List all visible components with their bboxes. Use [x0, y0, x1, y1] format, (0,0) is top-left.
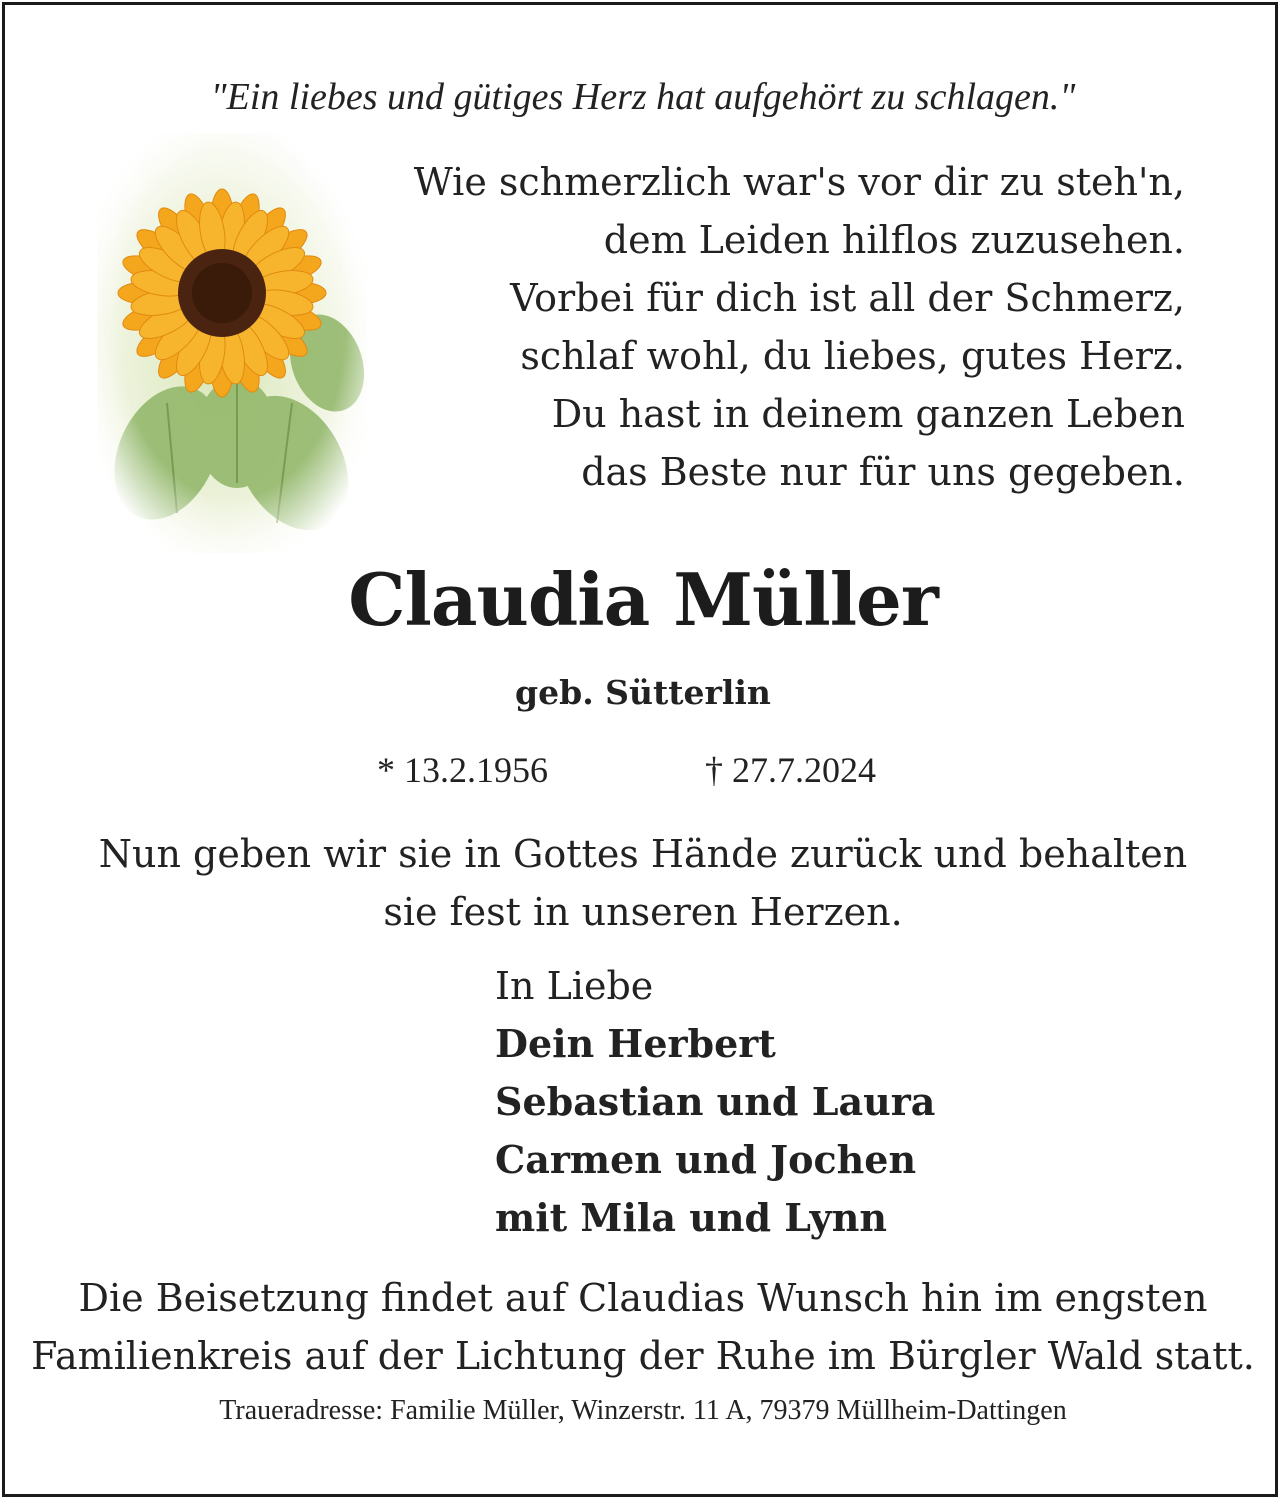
- death-date: † 27.7.2024: [705, 750, 876, 790]
- poem-line: dem Leiden hilflos zuzusehen.: [603, 218, 1185, 262]
- obituary-frame: [2, 2, 1278, 1497]
- closing-line: Nun geben wir sie in Gottes Hände zurück und behalten: [98, 832, 1188, 876]
- motto-quote: "Ein liebes und gütiges Herz hat aufgehört zu schlagen.": [210, 76, 1076, 118]
- mourner-name: Sebastian und Laura: [495, 1079, 936, 1124]
- poem-line: Vorbei für dich ist all der Schmerz,: [510, 276, 1185, 320]
- funeral-line: Die Beisetzung findet auf Claudias Wunsch hin im engsten: [78, 1276, 1208, 1320]
- deceased-name: Claudia Müller: [348, 557, 938, 642]
- signoff-intro: In Liebe: [495, 964, 654, 1008]
- funeral-notice: [5, 1269, 1280, 1385]
- sunflower-image: [97, 133, 367, 553]
- poem-line: Du hast in deinem ganzen Leben: [551, 392, 1185, 436]
- closing-line: sie fest in unseren Herzen.: [383, 890, 903, 934]
- poem-line: das Beste nur für uns gegeben.: [581, 450, 1185, 494]
- closing-text: [5, 825, 1280, 941]
- birth-date: * 13.2.1956: [377, 750, 548, 790]
- poem-line: Wie schmerzlich war's vor dir zu steh'n,: [413, 160, 1185, 204]
- mourner-name: Dein Herbert: [495, 1021, 776, 1066]
- life-dates: [5, 749, 1280, 795]
- mourning-address: Traueradresse: Familie Müller, Winzerstr. 11 A, 79379 Müllheim-Dattingen: [219, 1395, 1067, 1426]
- poem: [365, 153, 1185, 501]
- poem-line: schlaf wohl, du liebes, gutes Herz.: [520, 334, 1185, 378]
- maiden-name: geb. Sütterlin: [515, 673, 771, 712]
- mourner-name: mit Mila und Lynn: [495, 1195, 887, 1240]
- mourner-name: Carmen und Jochen: [495, 1137, 917, 1182]
- funeral-line: Familienkreis auf der Lichtung der Ruhe im Bürgler Wald statt.: [31, 1334, 1255, 1378]
- signoff: [495, 957, 935, 1247]
